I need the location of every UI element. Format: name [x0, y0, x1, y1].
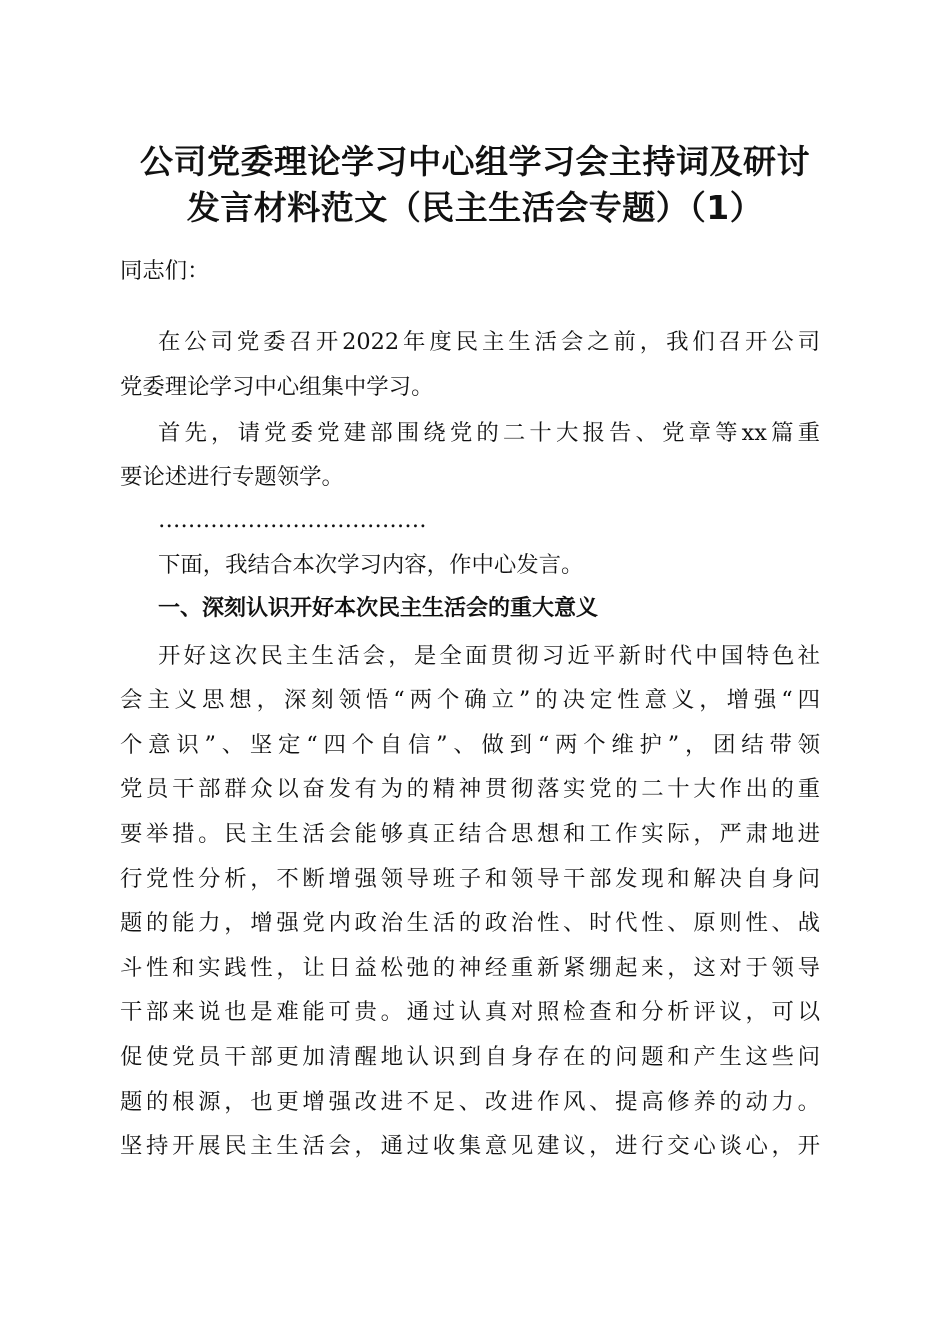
document-title-line-2: 发言材料范文（民主生活会专题）（1）	[186, 188, 764, 227]
paragraph-2-line-2: 要论述进行专题领学。	[120, 464, 344, 490]
body-line: 坚持开展民主生活会，通过收集意见建议，进行交心谈心，开	[120, 1133, 820, 1159]
salutation: 同志们：	[120, 258, 210, 284]
ellipsis-line: ………………………………	[158, 507, 427, 533]
document-title-line-1: 公司党委理论学习中心组学习会主持词及研讨	[140, 142, 810, 181]
section-heading-1: 一、深刻认识开好本次民主生活会的重大意义	[158, 596, 599, 621]
body-line: 题的根源，也更增强改进不足、改进作风、提高修养的动力。	[120, 1089, 820, 1115]
body-line: 个意识”、坚定“四个自信”、做到“两个维护”，团结带领	[120, 732, 820, 758]
paragraph-1-line-2: 党委理论学习中心组集中学习。	[120, 374, 434, 400]
paragraph-2-line-1: 首先，请党委党建部围绕党的二十大报告、党章等xx篇重	[158, 420, 820, 446]
body-line: 行党性分析，不断增强领导班子和领导干部发现和解决自身问	[120, 866, 820, 892]
body-line: 斗性和实践性，让日益松弛的神经重新紧绷起来，这对于领导	[120, 955, 820, 981]
body-line: 会主义思想，深刻领悟“两个确立”的决定性意义，增强“四	[120, 687, 820, 713]
body-line: 干部来说也是难能可贵。通过认真对照检查和分析评议，可以	[120, 999, 820, 1025]
paragraph-1-line-1: 在公司党委召开2022年度民主生活会之前，我们召开公司	[158, 329, 820, 355]
paragraph-3: 下面，我结合本次学习内容，作中心发言。	[158, 552, 584, 578]
body-line: 要举措。民主生活会能够真正结合思想和工作实际，严肃地进	[120, 821, 820, 847]
body-line: 党员干部群众以奋发有为的精神贯彻落实党的二十大作出的重	[120, 776, 820, 802]
body-line: 题的能力，增强党内政治生活的政治性、时代性、原则性、战	[120, 910, 820, 936]
body-line: 促使党员干部更加清醒地认识到自身存在的问题和产生这些问	[120, 1044, 820, 1070]
body-line: 开好这次民主生活会，是全面贯彻习近平新时代中国特色社	[158, 643, 820, 669]
